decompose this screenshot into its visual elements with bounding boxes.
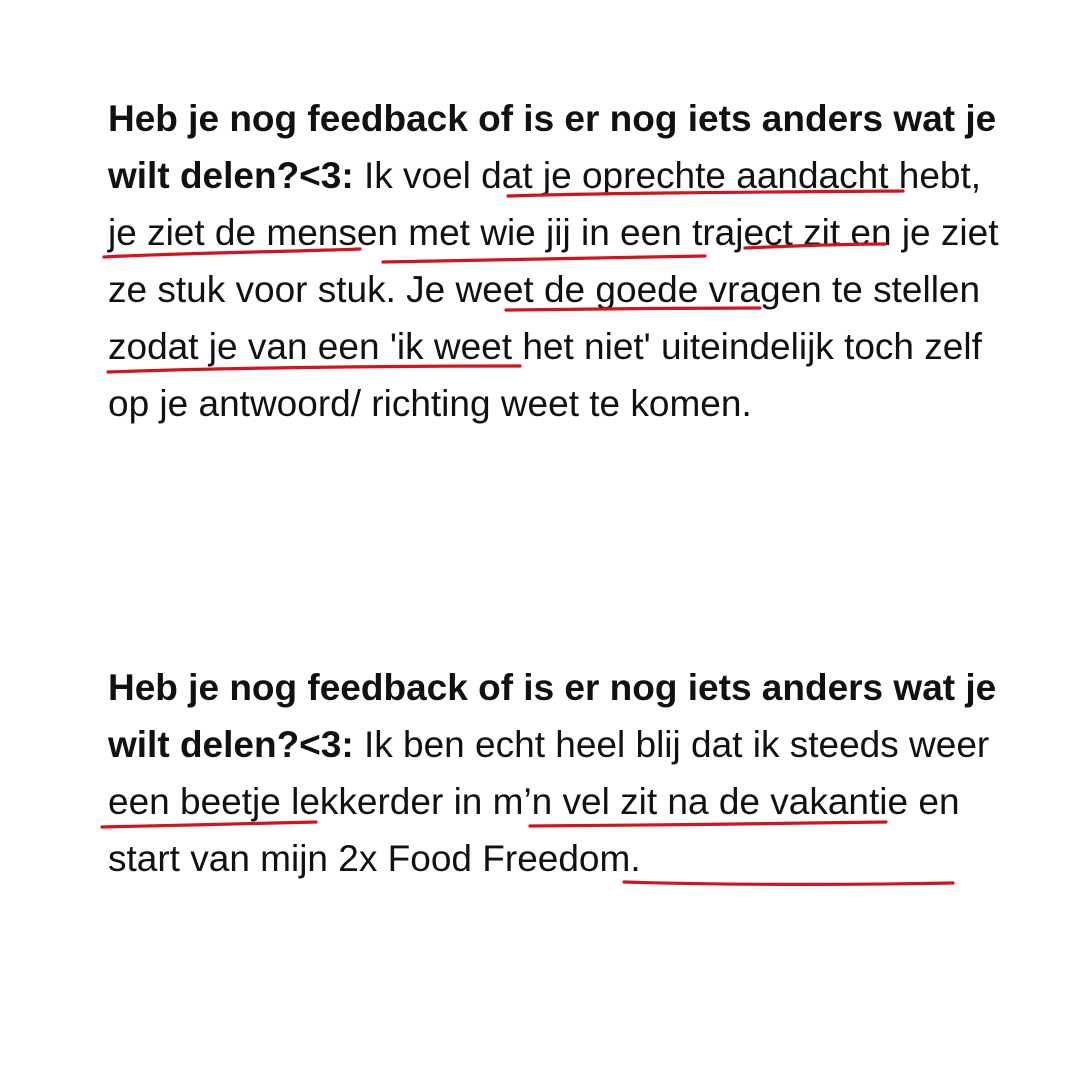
highlighted-phrase: 2x Food Freedom. [338, 838, 641, 879]
highlighted-phrase: goede vragen te stellen [595, 269, 981, 310]
response-text [354, 155, 364, 196]
response-text: , [970, 155, 982, 196]
highlighted-phrase: stuk voor stuk [157, 269, 386, 310]
question-label: Heb je nog feedback of is er nog iets anders wat je wilt delen?<3: [108, 98, 997, 196]
feedback-response-2 [108, 659, 1018, 887]
highlighted-phrase: steeds weer [789, 724, 990, 765]
response-text: zit na de vakantie en start van mijn [108, 781, 960, 879]
response-text: . Je weet de [385, 269, 596, 310]
response-text: een beetje [108, 781, 292, 822]
question-label: Heb je nog feedback of is er nog iets anders wat je wilt delen?<3: [108, 667, 997, 765]
feedback-response-1 [108, 90, 1018, 432]
response-text: in een traject zit en je ziet ze [108, 212, 999, 310]
response-text: zodat je van een 'ik weet het niet' uiteindelijk toch zelf op je antwoord/ richting weet te komen. [108, 326, 982, 424]
highlighted-phrase: je ziet de mensen met wie jij [108, 212, 571, 253]
highlighted-phrase: lekkerder in m’n vel [291, 781, 610, 822]
response-text: Ik ben echt heel blij dat ik [353, 724, 790, 765]
highlighted-phrase: Ik voel dat je oprechte aandacht hebt [363, 155, 971, 196]
